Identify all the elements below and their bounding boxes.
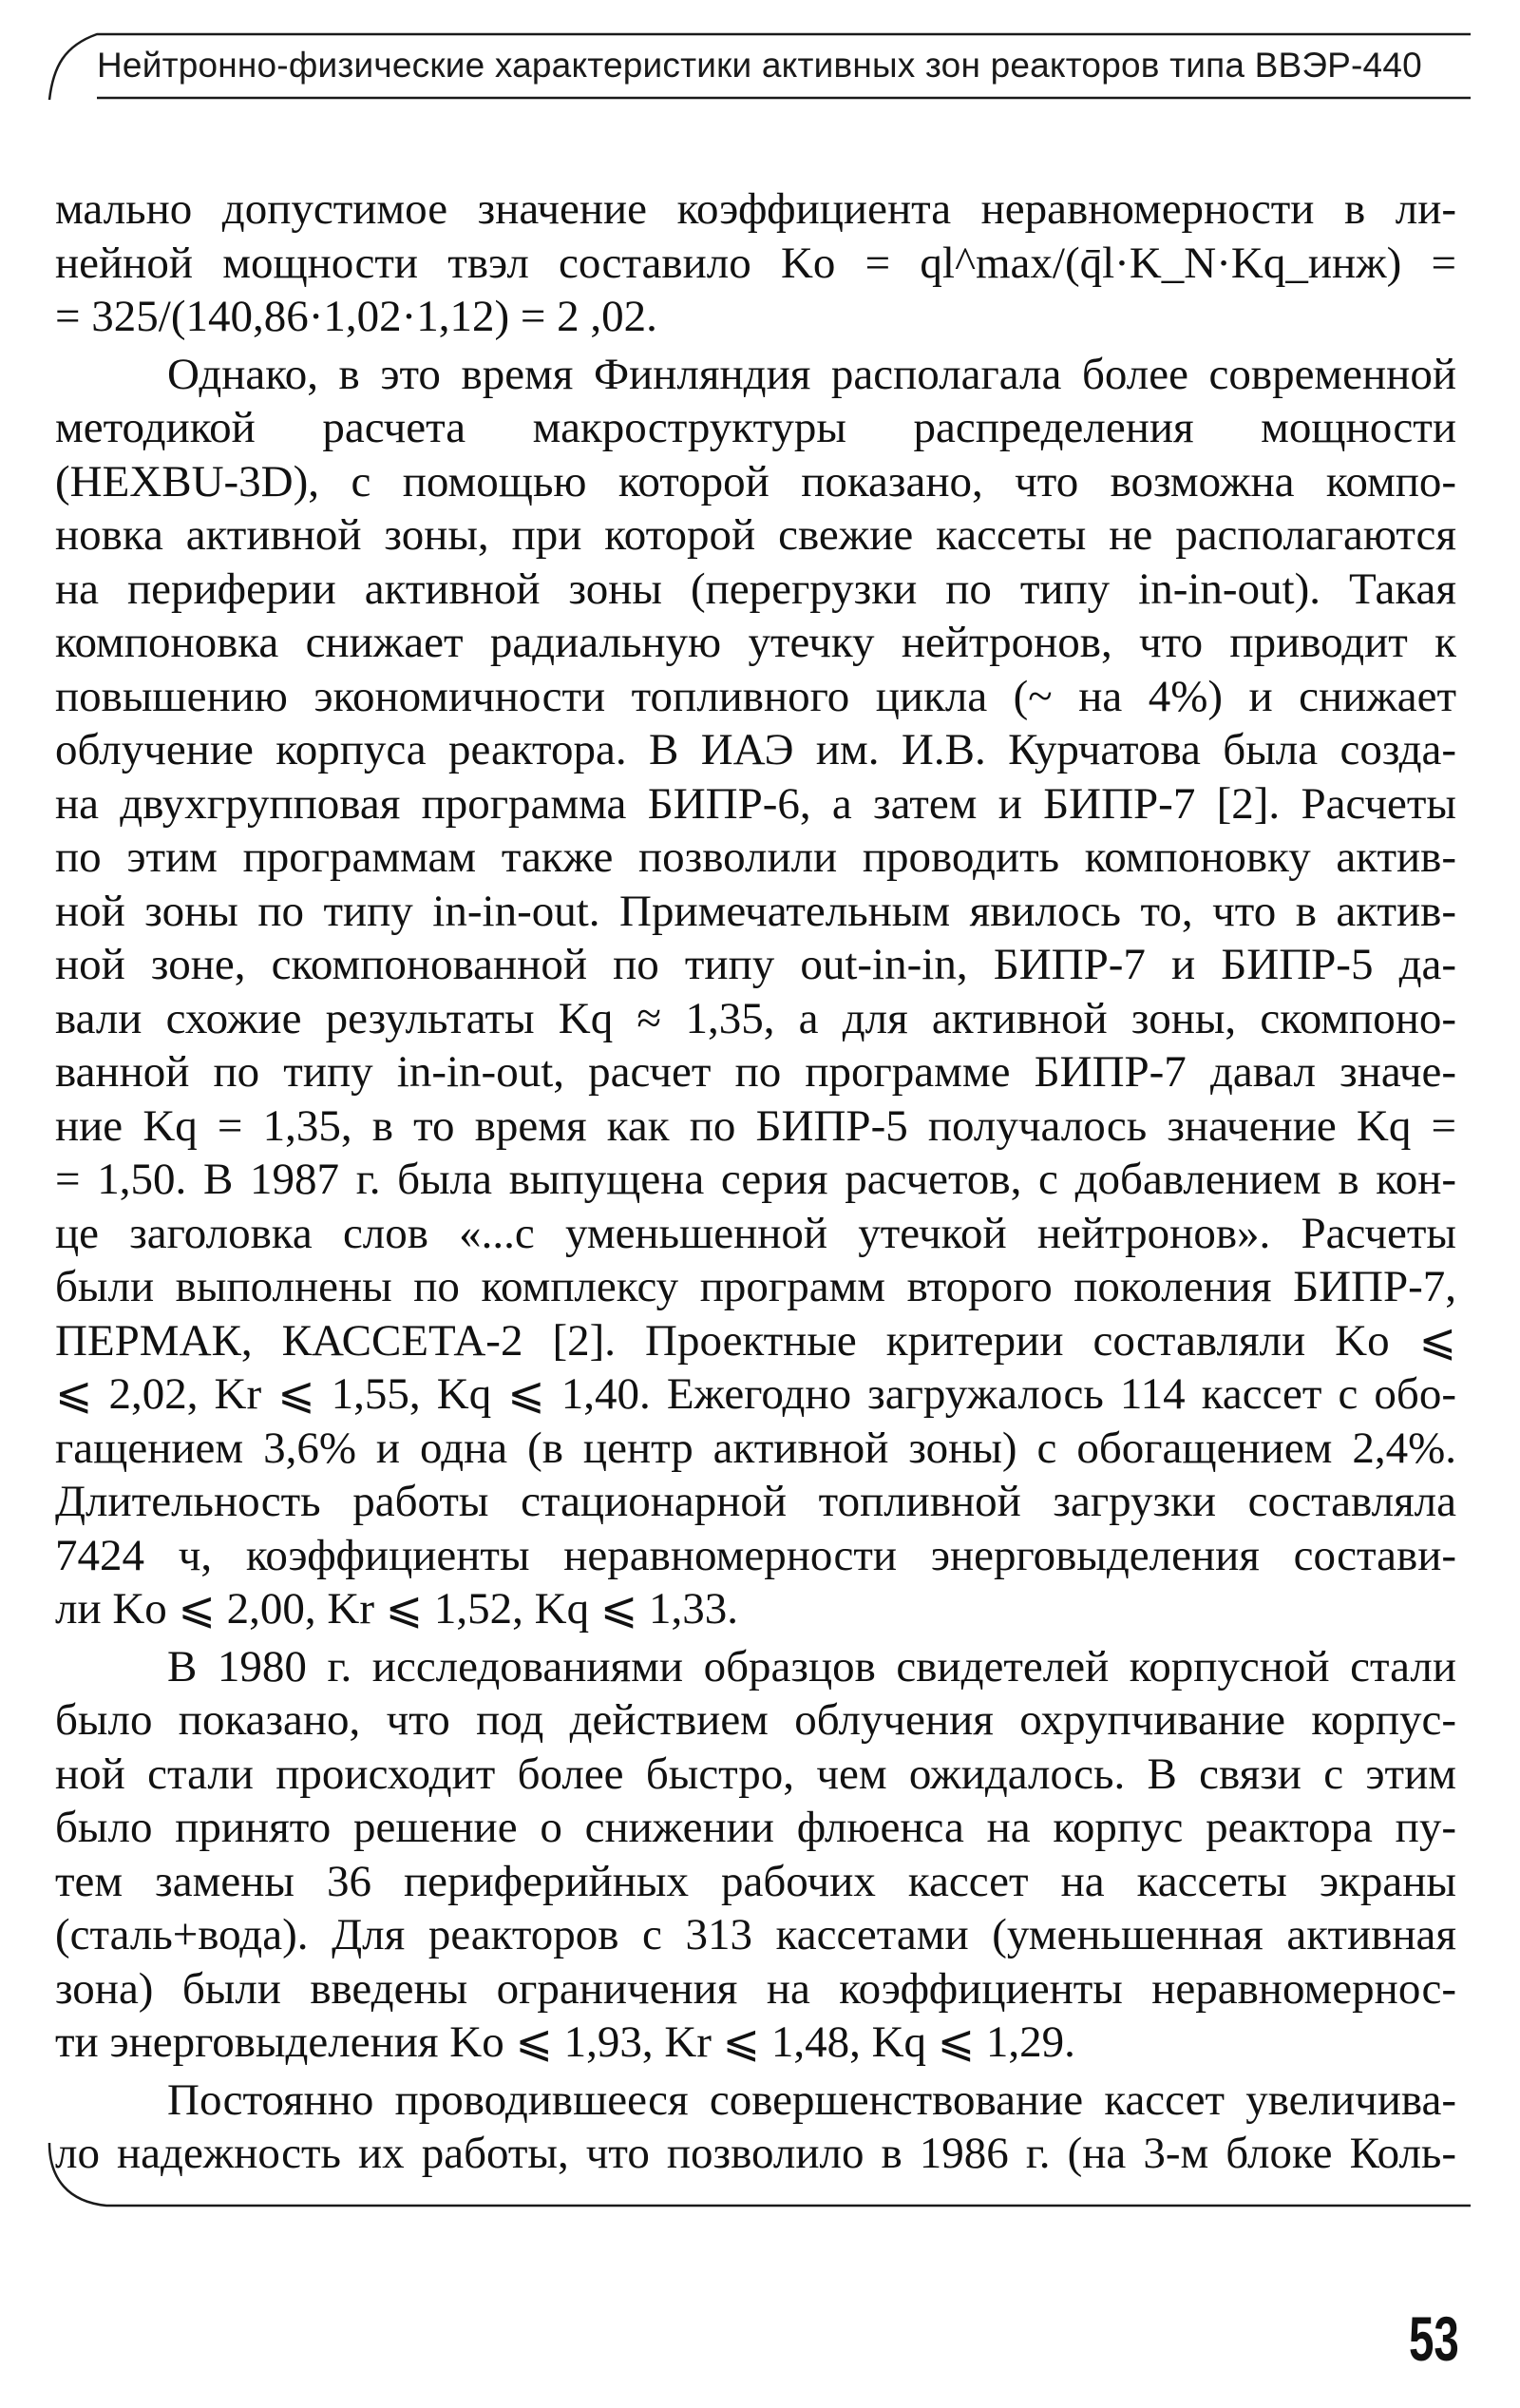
text-line: Длительность работы стационарной топливной загрузки составляла — [55, 1477, 1456, 1526]
text-line: ⩽ 2,02, Kr ⩽ 1,55, Kq ⩽ 1,40. Ежегодно загружалось 114 кассет с обо- — [55, 1369, 1456, 1419]
paragraph — [55, 348, 1456, 1636]
text-line: ло надежность их работы, что позволило в 1986 г. (на 3-м блоке Коль- — [55, 2129, 1456, 2178]
text-line: было принято решение о снижении флюенса на корпус реактора пу- — [55, 1803, 1456, 1852]
text-line: ПЕРМАК, КАССЕТА-2 [2]. Проектные критерии составляли Ko ⩽ — [55, 1315, 1456, 1366]
text-line: (сталь+вода). Для реакторов с 313 кассетами (уменьшенная активная — [55, 1910, 1456, 1959]
text-line: гащением 3,6% и одна (в центр активной зоны) с обогащением 2,4%. — [55, 1423, 1456, 1473]
text-line: на периферии активной зоны (перегрузки по типу in-in-out). Такая — [55, 564, 1456, 614]
text-line: ной зоны по типу in-in-out. Примечательным явилось то, что в актив- — [55, 886, 1456, 936]
text-line: зона) были введены ограничения на коэффициенты неравномернос- — [55, 1963, 1456, 2014]
text-line: было показано, что под действием облучения охрупчивание корпус- — [55, 1695, 1456, 1745]
text-line: ние Kq = 1,35, в то время как по БИПР-5 получалось значение Kq = — [55, 1100, 1456, 1151]
text-line: (HEXBU-3D), с помощью которой показано, что возможна компо- — [55, 456, 1456, 506]
page-number: 53 — [1409, 2303, 1459, 2374]
text-line: ванной по типу in-in-out, расчет по программе БИПР-7 давал значе- — [55, 1047, 1456, 1097]
text-line: компоновка снижает радиальную утечку нейтронов, что приводит к — [55, 618, 1456, 667]
text-line: ной стали происходит более быстро, чем ожидалось. В связи с этим — [55, 1749, 1456, 1799]
paragraph — [55, 182, 1456, 344]
text-line: 7424 ч, коэффициенты неравномерности энерговыделения состави- — [55, 1530, 1456, 1580]
text-line: ти энерговыделения Ko ⩽ 1,93, Kr ⩽ 1,48, Kq ⩽ 1,29. — [55, 2017, 1075, 2067]
text-line: ли Ko ⩽ 2,00, Kr ⩽ 1,52, Kq ⩽ 1,33. — [55, 1584, 738, 1634]
text-line: вали схожие результаты Kq ≈ 1,35, а для активной зоны, скомпоно- — [55, 993, 1456, 1043]
text-line: тем замены 36 периферийных рабочих кассет на кассеты экраны — [55, 1856, 1456, 1906]
text-line: были выполнены по комплексу программ второго поколения БИПР-7, — [55, 1262, 1456, 1311]
text-line: Однако, в это время Финляндия располагала более современной — [167, 349, 1456, 399]
text-line: Постоянно проводившееся совершенствование кассет увеличива- — [167, 2074, 1456, 2125]
text-line: по этим программам также позволили проводить компоновку актив- — [55, 832, 1456, 882]
running-title: Нейтронно-физические характеристики активных зон реакторов типа ВВЭР-440 — [97, 46, 1422, 85]
text-line: = 1,50. В 1987 г. была выпущена серия расчетов, с добавлением в кон- — [55, 1155, 1456, 1204]
text-line: на двухгрупповая программа БИПР-6, а затем и БИПР-7 [2]. Расчеты — [55, 778, 1456, 829]
text-line: ной зоне, скомпонованной по типу out-in-in, БИПР-7 и БИПР-5 да- — [55, 940, 1456, 989]
text-line: нейной мощности твэл составило Ko = ql^max/(q̄l·K_N·Kq_инж) = — [55, 238, 1456, 288]
text-line: мально допустимое значение коэффициента неравномерности в ли- — [55, 184, 1456, 234]
body-text — [55, 182, 1456, 2181]
text-line: повышению экономичности топливного цикла (~ на 4%) и снижает — [55, 671, 1456, 721]
footer-rule — [48, 2143, 1472, 2257]
text-line: новка активной зоны, при которой свежие кассеты не располагаются — [55, 510, 1456, 560]
text-line: це заголовка слов «...с уменьшенной утечкой нейтронов». Расчеты — [55, 1208, 1456, 1258]
paragraph — [55, 1640, 1456, 2070]
text-line: = 325/(140,86·1,02·1,12) = 2 ,02. — [55, 292, 657, 341]
text-line: В 1980 г. исследованиями образцов свидетелей корпусной стали — [167, 1641, 1456, 1691]
text-line: облучение корпуса реактора. В ИАЭ им. И.В. Курчатова была созда- — [55, 725, 1456, 774]
text-line: методикой расчета макроструктуры распределения мощности — [55, 403, 1456, 452]
